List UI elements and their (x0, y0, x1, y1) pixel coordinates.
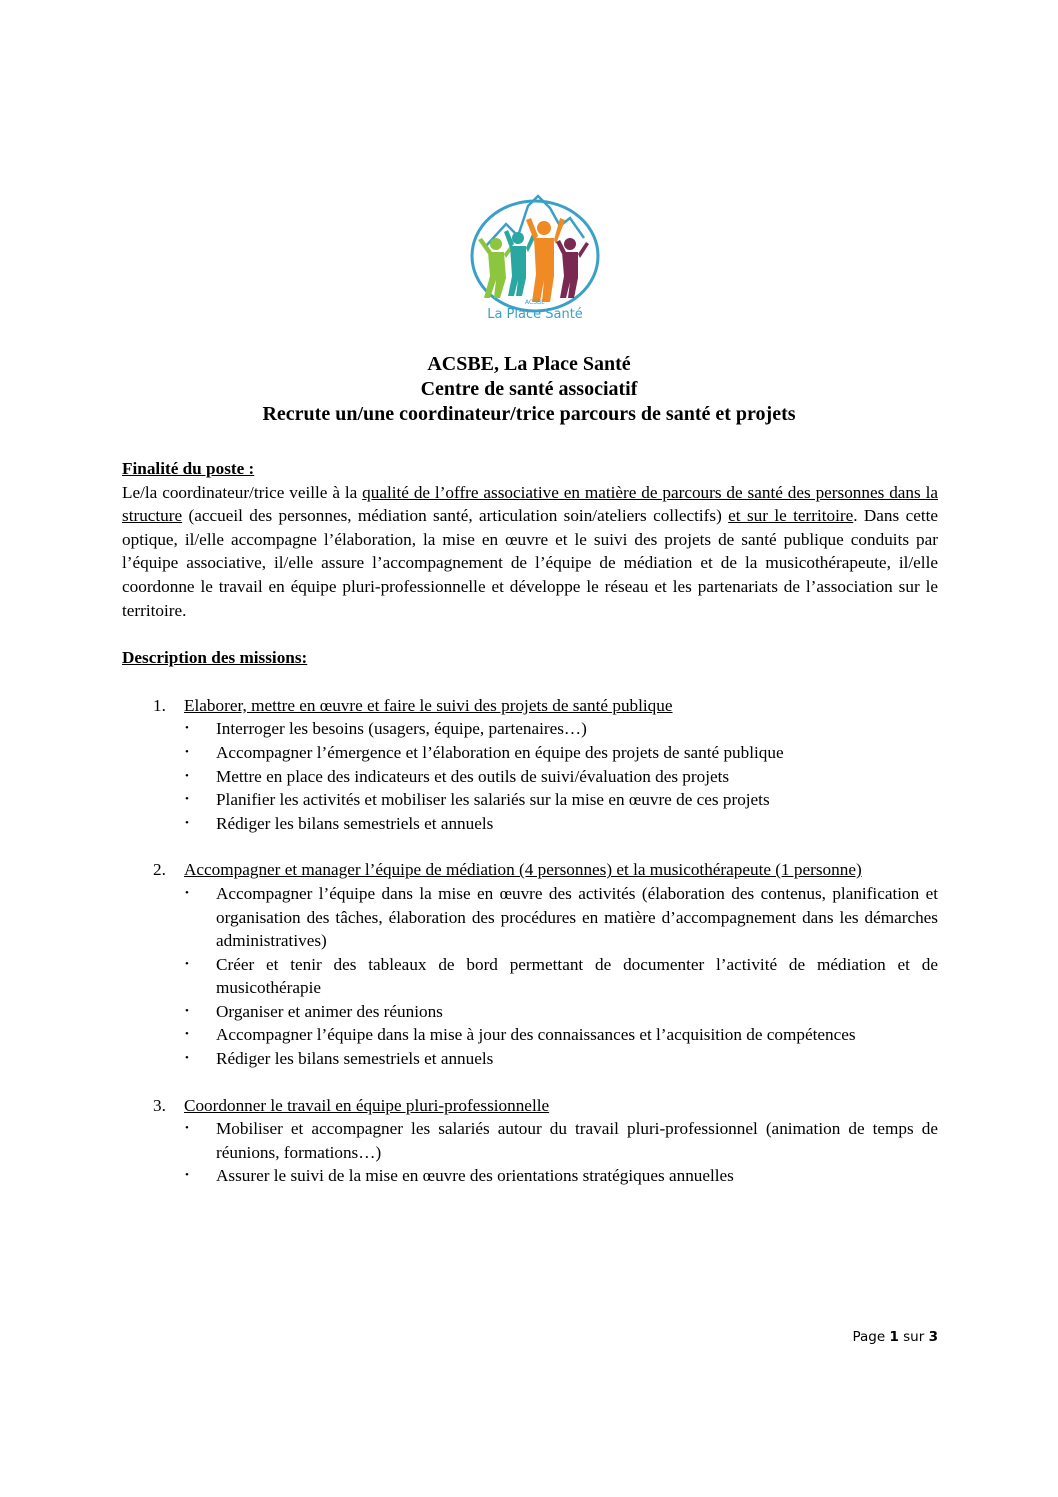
logo-small-text: ACSBE (525, 299, 545, 306)
list-item (122, 953, 938, 1000)
mission-number: 3. (153, 1095, 166, 1115)
footer-page: 1 (889, 1329, 899, 1345)
title-job: Recrute un/une coordinateur/trice parcours de santé et projets (262, 403, 796, 425)
logo-name: La Place Santé (487, 307, 583, 322)
mission-1 (122, 694, 938, 836)
bullet-icon: • (185, 1122, 189, 1135)
finalite-text-2: (accueil des personnes, médiation santé, articulation soin/ateliers collectifs) (182, 506, 729, 526)
finalite-paragraph (122, 481, 938, 623)
list-item (122, 1000, 938, 1024)
bullet-icon: • (185, 745, 189, 758)
mission-2 (122, 858, 938, 1070)
mission-number: 2. (153, 860, 166, 880)
bullet-icon: • (185, 957, 189, 970)
footer-total: 3 (928, 1329, 938, 1345)
finalite-text-3: . Dans cette optique, il/elle accompagne l’élaboration, la mise en œuvre et le suivi des projets de santé publique conduits par l’équipe associative, il/elle assure l’accompagnement de l’équipe de médiation et de la musicothérapeute, il/elle coordonne le travail en équipe pluri-professionnelle et développe le réseau et les partenariats de l’association sur le territoire. (122, 506, 939, 620)
list-item (122, 1117, 938, 1164)
missions-list (122, 694, 938, 1188)
list-item-text: Mobiliser et accompagner les salariés autour du travail pluri-professionnel (animation de temps de réunions, formations…) (216, 1119, 938, 1162)
list-item (122, 788, 938, 812)
document-body (122, 457, 938, 1188)
list-item (122, 765, 938, 789)
title-organization: ACSBE, La Place Santé (427, 353, 631, 375)
list-item-text: Assurer le suivi de la mise en œuvre des orientations stratégiques annuelles (216, 1166, 734, 1186)
list-item (122, 717, 938, 741)
list-item-text: Rédiger les bilans semestriels et annuels (216, 1049, 494, 1069)
mission-number: 1. (153, 695, 166, 715)
list-item (122, 1023, 938, 1047)
mission-title: Coordonner le travail en équipe pluri-professionnelle (184, 1095, 550, 1115)
list-item (122, 1047, 938, 1071)
document-titles (100, 352, 958, 427)
finalite-text-1: Le/la coordinateur/trice veille à la (122, 482, 363, 502)
organization-logo (466, 186, 604, 328)
bullet-icon: • (185, 886, 189, 899)
list-item-text: Planifier les activités et mobiliser les salariés sur la mise en œuvre de ces projets (216, 790, 770, 810)
mission-3-header (122, 1094, 938, 1118)
list-item (122, 741, 938, 765)
mission-3-bullets (122, 1117, 938, 1188)
figure-orange (526, 218, 565, 302)
list-item-text: Accompagner l’émergence et l’élaboration en équipe des projets de santé publique (216, 742, 784, 762)
bullet-icon: • (185, 722, 189, 735)
bullet-icon: • (185, 816, 189, 829)
title-centre: Centre de santé associatif (420, 378, 638, 400)
mission-1-header (122, 694, 938, 718)
mission-1-bullets (122, 717, 938, 835)
list-item-text: Interroger les besoins (usagers, équipe, partenaires…) (216, 719, 587, 739)
finalite-underlined-1: qualité de l’offre associative en matière de parcours de santé des personnes dans la structure (122, 482, 938, 526)
mission-title: Accompagner et manager l’équipe de médiation (4 personnes) et la musicothérapeute (1 personne) (184, 860, 862, 880)
footer-prefix: Page (852, 1329, 890, 1345)
mission-3 (122, 1094, 938, 1188)
bullet-icon: • (185, 1052, 189, 1065)
bullet-icon: • (185, 1169, 189, 1182)
list-item-text: Organiser et animer des réunions (216, 1001, 443, 1021)
bullet-icon: • (185, 769, 189, 782)
footer-mid: sur (898, 1329, 929, 1345)
page-number-footer (852, 1329, 938, 1345)
list-item-text: Créer et tenir des tableaux de bord permettant de documenter l’activité de médiation et de musicothérapie (216, 954, 938, 998)
finalite-underlined-2: et sur le territoire (728, 506, 854, 526)
bullet-icon: • (185, 1028, 189, 1041)
bullet-icon: • (185, 793, 189, 806)
mission-2-bullets (122, 882, 938, 1071)
list-item (122, 812, 938, 836)
bullet-icon: • (185, 1004, 189, 1017)
list-item (122, 882, 938, 953)
people-house-logo-icon (466, 186, 604, 328)
mission-2-header (122, 858, 938, 882)
list-item-text: Accompagner l’équipe dans la mise en œuvre des activités (élaboration des contenus, planification et organisation des tâches, élaboration des procédures en matière d’accompagnement dans les démarches administratives) (216, 883, 938, 951)
figure-teal (504, 230, 536, 296)
finalite-heading: Finalité du poste : (122, 459, 255, 478)
list-item-text: Rédiger les bilans semestriels et annuels (216, 813, 494, 833)
missions-heading: Description des missions: (122, 648, 308, 668)
list-item-text: Accompagner l’équipe dans la mise à jour des connaissances et l’acquisition de compétences (216, 1025, 856, 1045)
list-item-text: Mettre en place des indicateurs et des outils de suivi/évaluation des projets (216, 766, 730, 786)
list-item (122, 1164, 938, 1188)
mission-title: Elaborer, mettre en œuvre et faire le suivi des projets de santé publique (184, 695, 673, 715)
